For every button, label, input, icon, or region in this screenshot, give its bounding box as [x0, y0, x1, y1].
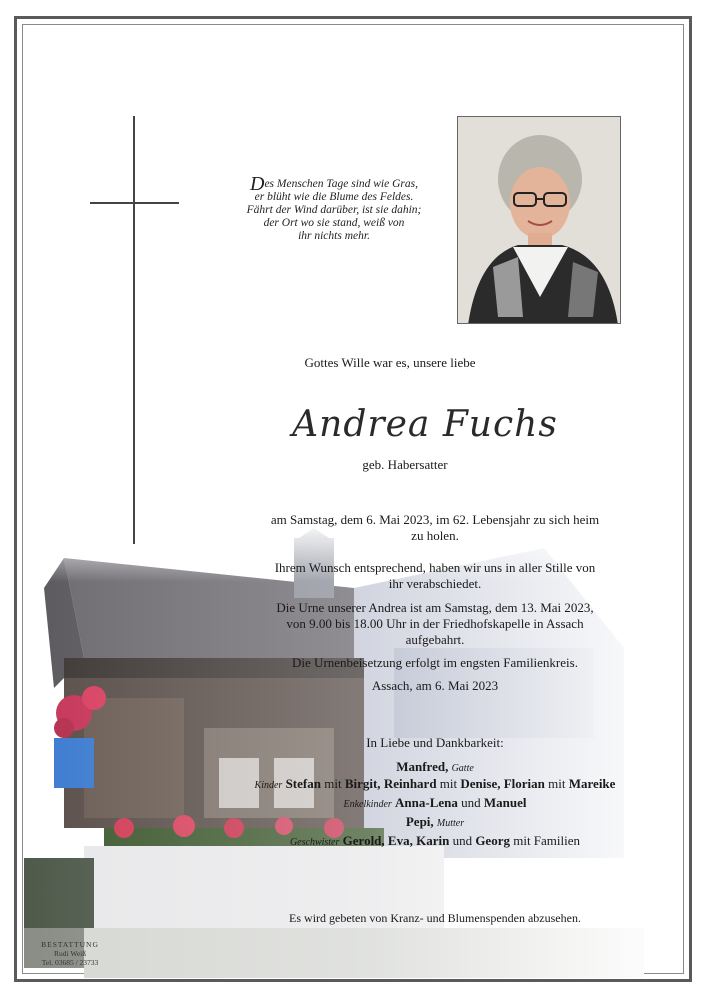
flower-request: Es wird gebeten von Kranz- und Blumenspenden abzusehen. [289, 911, 581, 925]
poem-drop-cap: D [250, 173, 265, 195]
paragraph-urn: Die Urne unserer Andrea ist am Samstag, dem 13. Mai 2023, von 9.00 bis 18.00 Uhr in der Friedhofskapelle in Assach aufgebahrt. [276, 600, 594, 647]
intro-text: Gottes Wille war es, unsere liebe [304, 355, 476, 370]
poem-line: der Ort wo sie stand, weiß von [263, 217, 405, 229]
cross-icon-bar [90, 202, 179, 204]
mourner-children: Kinder Stefan mit Birgit, Reinhard mit Denise, Florian mit Mareike [254, 776, 616, 791]
mourner-grandchildren: Enkelkinder Anna-Lena und Manuel [343, 795, 527, 810]
poem-line: Fährt der Wind darüber, ist sie dahin; [246, 204, 422, 216]
paragraph-farewell: Ihrem Wunsch entsprechend, haben wir uns in aller Stille von ihr verabschiedet. [274, 560, 596, 591]
mourners-heading: In Liebe und Dankbarkeit: [366, 735, 504, 750]
mourner-husband: Manfred, Gatte [396, 759, 474, 774]
poem-line: Des Menschen Tage sind wie Gras, [250, 173, 418, 195]
portrait-photo [457, 116, 621, 324]
mourner-siblings: Geschwister Gerold, Eva, Karin und Georg mit Familien [289, 833, 581, 848]
undertaker-stamp: BESTATTUNG Rudi Weiß Tel. 03685 / 23733 [41, 940, 99, 967]
cross-icon [133, 116, 135, 544]
paragraph-burial: Die Urnenbeisetzung erfolgt im engsten Familienkreis. [292, 655, 578, 670]
poem [226, 173, 442, 243]
deceased-name: Andrea Fuchs [292, 404, 558, 445]
paragraph-death: am Samstag, dem 6. Mai 2023, im 62. Lebensjahr zu sich heim zu holen. [270, 512, 600, 543]
mourner-mother: Pepi, Mutter [405, 814, 465, 829]
birth-name: geb. Habersatter [362, 457, 448, 472]
poem-line: er blüht wie die Blume des Feldes. [254, 191, 414, 203]
place-date: Assach, am 6. Mai 2023 [371, 678, 499, 693]
poem-line: ihr nichts mehr. [298, 230, 370, 242]
